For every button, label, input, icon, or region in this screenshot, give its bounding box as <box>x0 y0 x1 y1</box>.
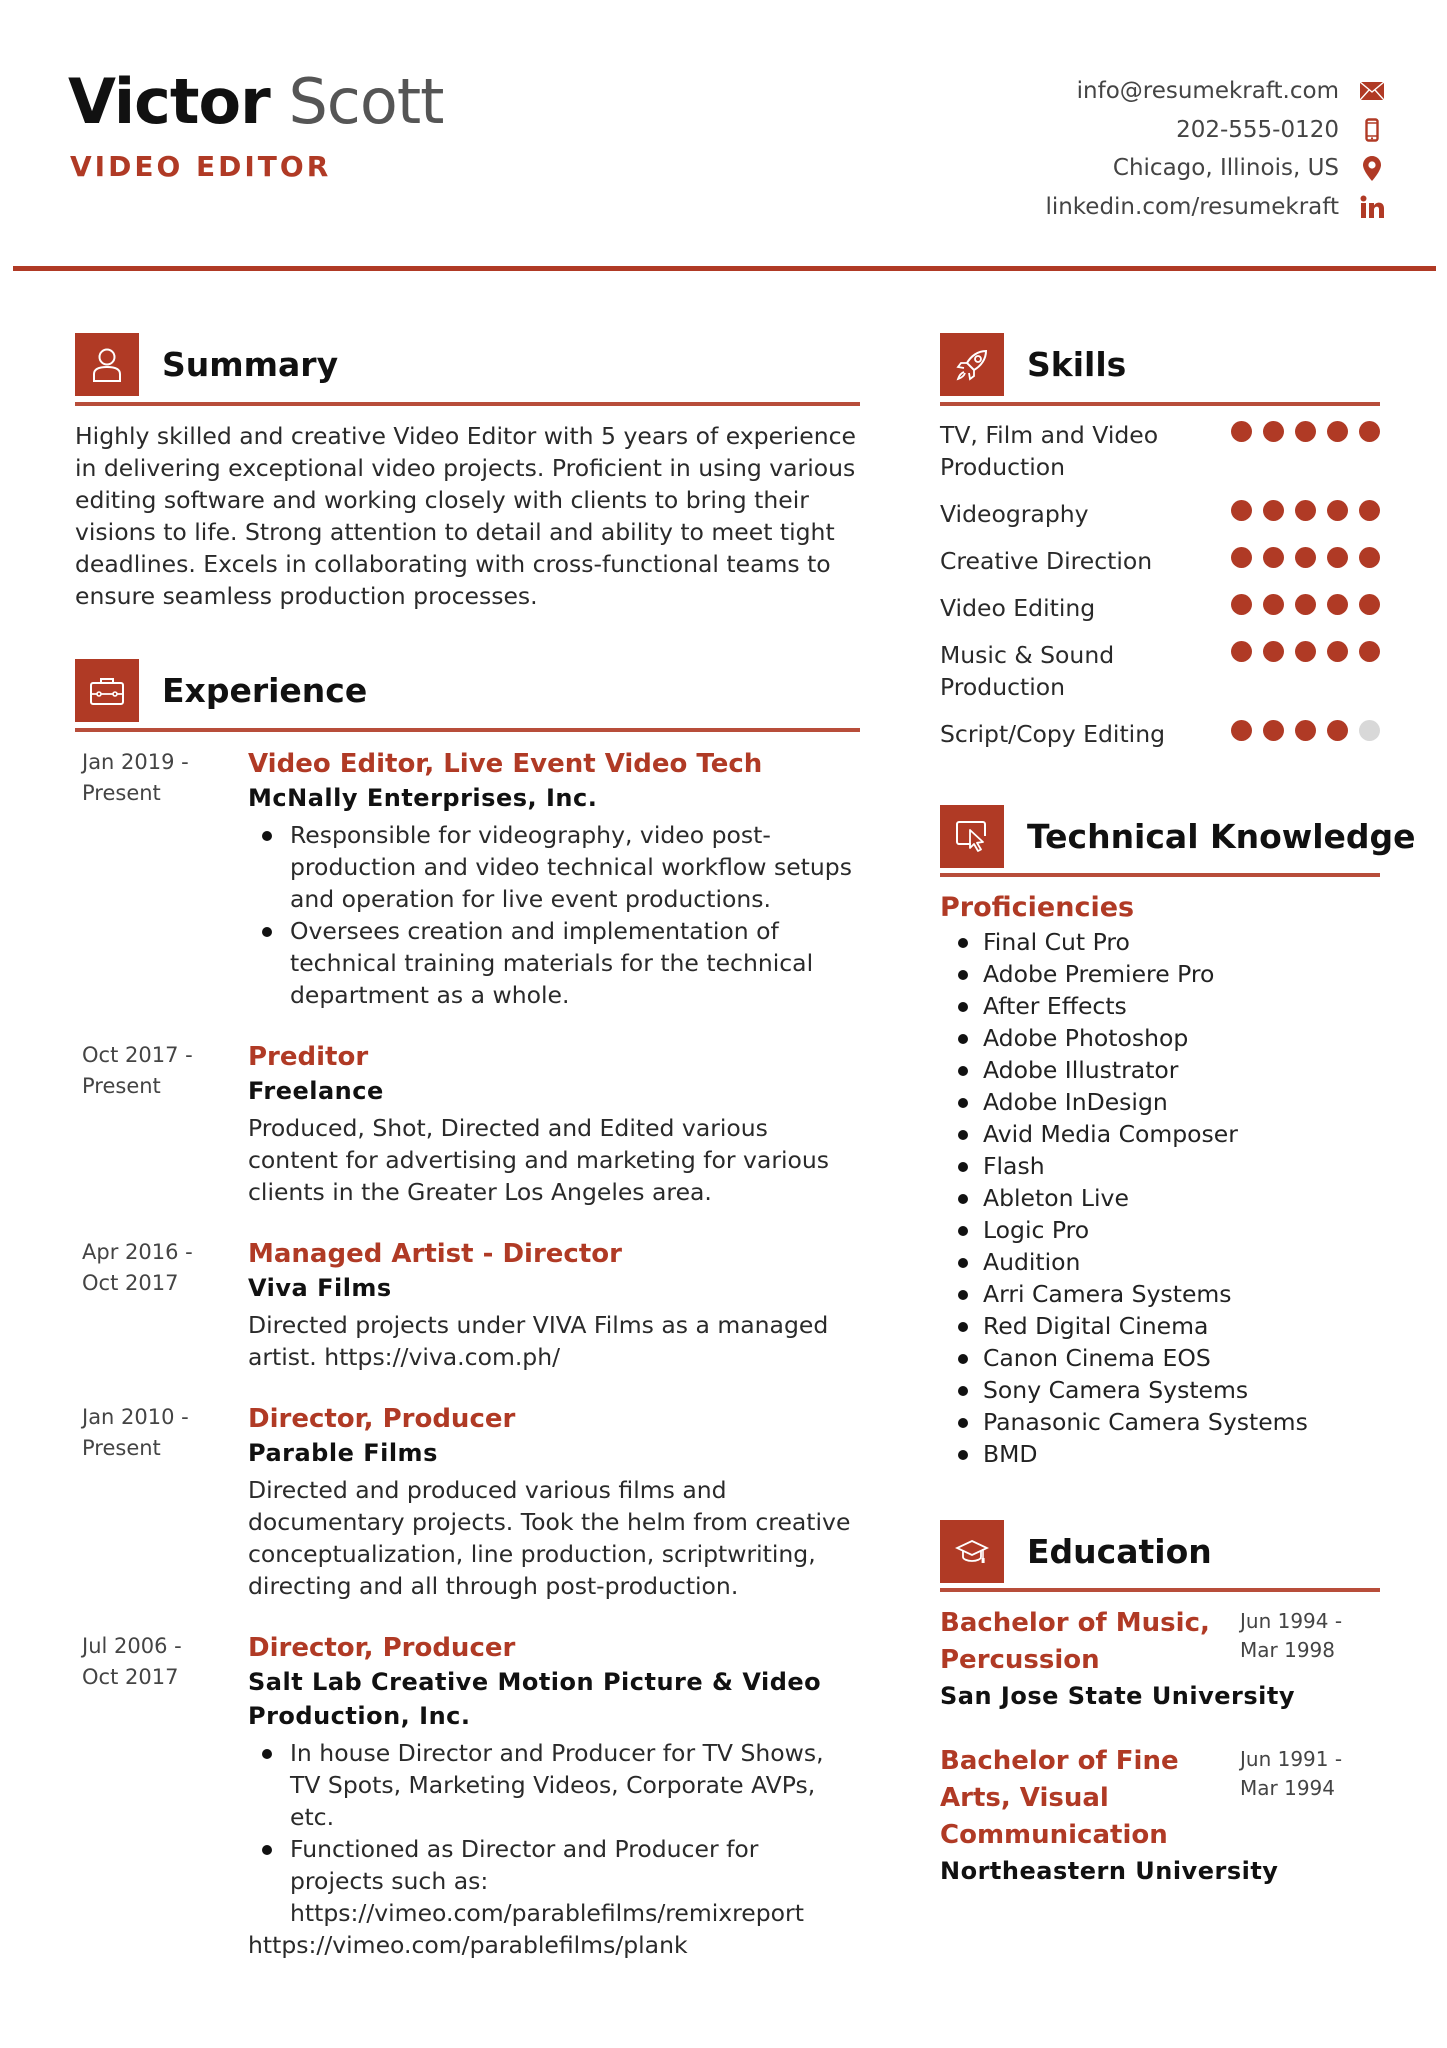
email-text[interactable]: info@resumekraft.com <box>1076 78 1339 105</box>
location-text: Chicago, Illinois, US <box>1112 155 1339 182</box>
rating-dot-filled <box>1231 720 1252 741</box>
skills-list <box>940 419 1380 765</box>
proficiency-item: Avid Media Composer <box>940 1118 1308 1150</box>
technical-title: Technical Knowledge <box>1027 817 1416 856</box>
skill-row <box>940 718 1380 750</box>
contact-list <box>1045 72 1385 226</box>
linkedin-icon <box>1359 194 1385 220</box>
rating-dot-filled <box>1327 641 1348 662</box>
skill-row <box>940 545 1380 577</box>
rating-dot-filled <box>1295 421 1316 442</box>
rating-dot-filled <box>1263 500 1284 521</box>
proficiency-item: Adobe Illustrator <box>940 1054 1308 1086</box>
summary-heading <box>75 333 338 396</box>
rating-dot-filled <box>1231 641 1252 662</box>
contact-phone[interactable] <box>1045 111 1385 150</box>
rating-dot-filled <box>1359 500 1380 521</box>
project-link[interactable]: https://vimeo.com/parablefilms/plank <box>248 1931 688 1959</box>
rating-dot-filled <box>1327 594 1348 615</box>
bullet-item: In house Director and Producer for TV Shows, TV Spots, Marketing Videos, Corporate AVPs, etc. <box>248 1737 858 1833</box>
skill-row <box>940 639 1380 703</box>
summary-title: Summary <box>162 345 339 384</box>
experience-description: Directed projects under VIVA Films as a managed artist. https://viva.com.ph/ <box>248 1311 829 1371</box>
rating-dot-filled <box>1327 720 1348 741</box>
education-divider <box>940 1588 1380 1592</box>
technical-divider <box>940 873 1380 877</box>
education-dates: Jun 1991 - Mar 1994 <box>1240 1747 1343 1800</box>
header-divider <box>13 266 1436 271</box>
rating-dot-filled <box>1231 421 1252 442</box>
experience-description: Produced, Shot, Directed and Edited various content for advertising and marketing for various clients in the Greater Los Angeles area. <box>248 1114 830 1206</box>
experience-bullets <box>248 819 858 1011</box>
map-pin-icon <box>1359 155 1385 181</box>
experience-dates: Jan 2019 - Present <box>82 750 189 805</box>
skill-rating <box>1231 498 1380 530</box>
cursor-click-icon <box>940 805 1004 868</box>
envelope-icon <box>1359 78 1385 104</box>
user-icon <box>75 333 139 396</box>
skill-name: Script/Copy Editing <box>940 720 1166 748</box>
skills-title: Skills <box>1027 345 1127 384</box>
skill-rating <box>1231 545 1380 577</box>
experience-dates: Jul 2006 - Oct 2017 <box>82 1634 182 1689</box>
experience-role: Director, Producer <box>248 1633 516 1663</box>
summary-text: Highly skilled and creative Video Editor with 5 years of experience in delivering exceptional video projects. Proficient in using various editing software and working closely with clients to bring their visions to life. Strong attention to detail and ability to meet tight deadlines. Excels in collaborating with cross-functional teams to ensure seamless production processes. <box>75 422 856 610</box>
rating-dot-filled <box>1359 547 1380 568</box>
skill-name: Creative Direction <box>940 547 1153 575</box>
rating-dot-filled <box>1327 421 1348 442</box>
rating-dot-filled <box>1359 594 1380 615</box>
school: San Jose State University <box>940 1682 1296 1710</box>
skills-divider <box>940 402 1380 406</box>
last-name: Scott <box>288 65 444 138</box>
proficiency-item: Audition <box>940 1246 1308 1278</box>
rating-dot-filled <box>1263 641 1284 662</box>
proficiencies-subtitle: Proficiencies <box>940 892 1135 923</box>
skill-rating <box>1231 419 1380 483</box>
experience-dates: Jan 2010 - Present <box>82 1405 189 1460</box>
job-title: VIDEO EDITOR <box>70 150 332 183</box>
linkedin-text[interactable]: linkedin.com/resumekraft <box>1045 193 1339 220</box>
rating-dot-filled <box>1263 594 1284 615</box>
proficiency-item: BMD <box>940 1438 1308 1470</box>
proficiency-item: Arri Camera Systems <box>940 1278 1308 1310</box>
proficiency-item: Canon Cinema EOS <box>940 1342 1308 1374</box>
proficiency-item: Red Digital Cinema <box>940 1310 1308 1342</box>
phone-icon <box>1359 117 1385 143</box>
education-item <box>940 1743 1380 1888</box>
skill-name: Videography <box>940 500 1089 528</box>
education-dates: Jun 1994 - Mar 1998 <box>1240 1609 1343 1662</box>
proficiency-item: Adobe Photoshop <box>940 1022 1308 1054</box>
proficiency-item: Adobe Premiere Pro <box>940 958 1308 990</box>
skill-row <box>940 419 1380 483</box>
skill-name: Video Editing <box>940 594 1096 622</box>
rating-dot-filled <box>1231 594 1252 615</box>
contact-email[interactable] <box>1045 72 1385 111</box>
rating-dot-filled <box>1295 594 1316 615</box>
resume-header <box>0 0 1447 272</box>
rating-dot-filled <box>1263 720 1284 741</box>
contact-location <box>1045 149 1385 188</box>
bullet-item: Functioned as Director and Producer for projects such as: https://vimeo.com/parablefilms/remixreport <box>248 1833 858 1929</box>
degree: Bachelor of Fine Arts, Visual Communication <box>940 1746 1179 1850</box>
experience-description: Directed and produced various films and documentary projects. Took the helm from creative conceptualization, line production, scriptwriting, directing and all through post-production. <box>248 1476 851 1600</box>
rating-dot-filled <box>1327 547 1348 568</box>
contact-linkedin[interactable] <box>1045 188 1385 227</box>
proficiencies-list <box>940 926 1308 1470</box>
experience-company: Parable Films <box>248 1439 438 1467</box>
experience-title: Experience <box>162 671 368 710</box>
skill-name: TV, Film and Video Production <box>940 421 1159 481</box>
skill-row <box>940 498 1380 530</box>
experience-role: Video Editor, Live Event Video Tech <box>248 749 763 779</box>
summary-divider <box>75 402 860 406</box>
proficiency-item: Flash <box>940 1150 1308 1182</box>
rating-dot-filled <box>1263 547 1284 568</box>
technical-heading <box>940 805 1416 868</box>
experience-bullets <box>248 1737 858 1929</box>
bullet-item: Oversees creation and implementation of technical training materials for the technical department as a whole. <box>248 915 858 1011</box>
rating-dot-filled <box>1263 421 1284 442</box>
education-heading <box>940 1520 1212 1583</box>
experience-role: Director, Producer <box>248 1404 516 1434</box>
experience-company: Viva Films <box>248 1274 392 1302</box>
rating-dot-filled <box>1295 720 1316 741</box>
proficiency-item: Final Cut Pro <box>940 926 1308 958</box>
rating-dot-filled <box>1295 500 1316 521</box>
phone-text[interactable]: 202-555-0120 <box>1176 116 1339 143</box>
skill-rating <box>1231 592 1380 624</box>
rating-dot-empty <box>1359 720 1380 741</box>
education-item <box>940 1605 1380 1713</box>
bullet-item: Responsible for videography, video post-production and video technical workflow setups and operation for live event productions. <box>248 819 858 915</box>
proficiency-item: Adobe InDesign <box>940 1086 1308 1118</box>
rating-dot-filled <box>1295 547 1316 568</box>
experience-company: McNally Enterprises, Inc. <box>248 784 598 812</box>
rating-dot-filled <box>1231 500 1252 521</box>
proficiency-item: Sony Camera Systems <box>940 1374 1308 1406</box>
school: Northeastern University <box>940 1857 1279 1885</box>
graduation-cap-icon <box>940 1520 1004 1583</box>
proficiency-item: Ableton Live <box>940 1182 1308 1214</box>
proficiency-item: After Effects <box>940 990 1308 1022</box>
rating-dot-filled <box>1359 641 1380 662</box>
skill-name: Music & Sound Production <box>940 641 1115 701</box>
experience-dates: Apr 2016 - Oct 2017 <box>82 1240 193 1295</box>
experience-role: Preditor <box>248 1042 369 1072</box>
experience-role: Managed Artist - Director <box>248 1239 622 1269</box>
experience-company: Salt Lab Creative Motion Picture & Video Production, Inc. <box>248 1668 822 1730</box>
degree: Bachelor of Music, Percussion <box>940 1608 1210 1675</box>
skill-rating <box>1231 718 1380 750</box>
skill-rating <box>1231 639 1380 703</box>
rating-dot-filled <box>1231 547 1252 568</box>
proficiency-item: Logic Pro <box>940 1214 1308 1246</box>
rating-dot-filled <box>1359 421 1380 442</box>
skills-heading <box>940 333 1126 396</box>
experience-company: Freelance <box>248 1077 384 1105</box>
proficiency-item: Panasonic Camera Systems <box>940 1406 1308 1438</box>
briefcase-icon <box>75 659 139 722</box>
rating-dot-filled <box>1295 641 1316 662</box>
skill-row <box>940 592 1380 624</box>
experience-heading <box>75 659 367 722</box>
rating-dot-filled <box>1327 500 1348 521</box>
candidate-name <box>68 62 443 142</box>
first-name: Victor <box>68 65 270 138</box>
rocket-icon <box>940 333 1004 396</box>
experience-divider <box>75 728 860 732</box>
education-title: Education <box>1027 1532 1212 1571</box>
experience-dates: Oct 2017 - Present <box>82 1043 193 1098</box>
